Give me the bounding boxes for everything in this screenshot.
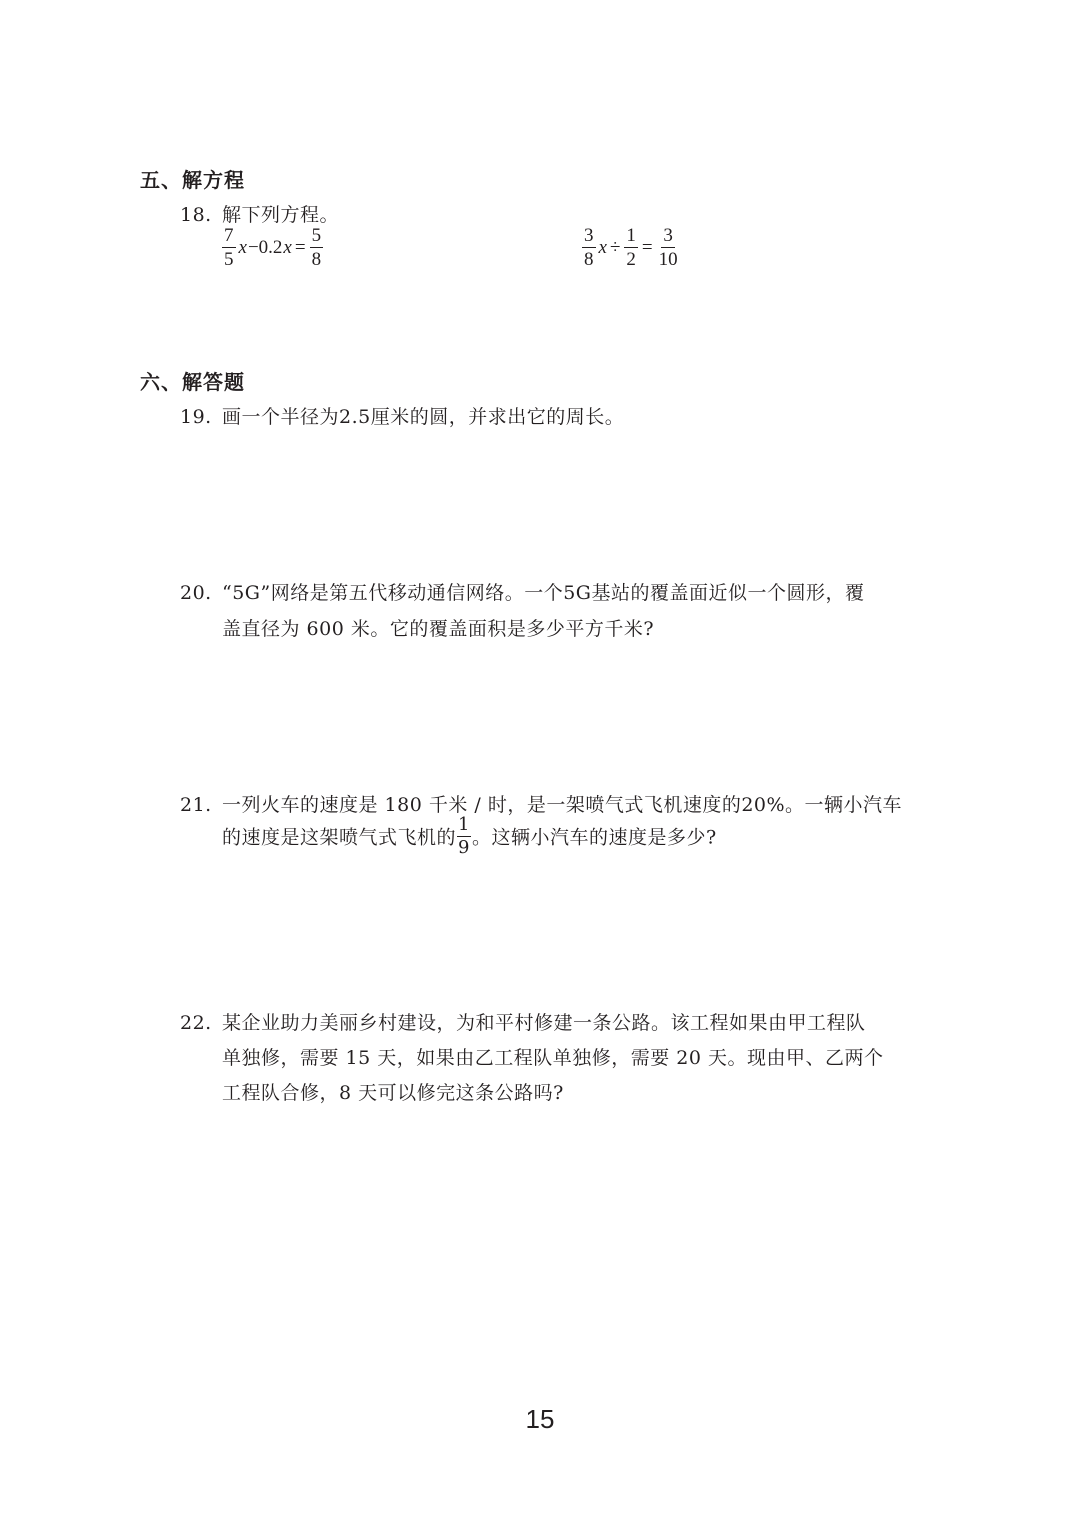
fraction-numerator: 7: [224, 225, 234, 246]
question-number: 20.: [180, 582, 212, 604]
section-heading-word-problems: 六、解答题: [140, 370, 245, 394]
variable: x: [598, 236, 607, 258]
question-21-continuation: [222, 814, 717, 859]
question-text-line: 一列火车的速度是 180 千米 / 时，是一架喷气式飞机速度的20%。一辆小汽车: [222, 794, 903, 816]
fraction-denominator: 8: [584, 249, 594, 270]
question-21: [180, 790, 902, 817]
fraction-numerator: 1: [458, 814, 470, 835]
question-18: [180, 200, 339, 227]
fraction-denominator: 5: [224, 249, 234, 270]
question-text-segment: 。这辆小汽车的速度是多少?: [471, 826, 717, 849]
fraction-numerator: 1: [626, 225, 636, 246]
fraction-numerator: 5: [311, 225, 322, 246]
question-text: 画一个半径为2.5厘米的圆，并求出它的周长。: [222, 406, 625, 428]
equation-2: [580, 226, 682, 269]
fraction-denominator: 2: [626, 249, 636, 270]
divide-sign: ÷: [609, 236, 621, 258]
question-text-line: “5G”网络是第五代移动通信网络。一个5G基站的覆盖面近似一个圆形，覆: [222, 582, 865, 604]
fraction-numerator: 3: [663, 225, 673, 246]
fraction: [310, 226, 324, 269]
question-number: 21.: [180, 794, 212, 816]
equation-term: −0.2: [247, 236, 283, 258]
question-number: 19.: [180, 406, 212, 428]
question-text-segment: 的速度是这架喷气式飞机的: [222, 826, 457, 849]
fraction: [222, 226, 236, 269]
question-number: 22.: [180, 1012, 212, 1034]
question-22-continuation: 单独修，需要 15 天，如果由乙工程队单独修，需要 20 天。现由甲、乙两个: [222, 1047, 884, 1069]
question-text: 解下列方程。: [222, 204, 340, 226]
fraction-numerator: 3: [584, 225, 594, 246]
variable: x: [238, 236, 247, 258]
question-20-continuation: 盖直径为 600 米。它的覆盖面积是多少平方千米?: [222, 618, 655, 640]
question-22: [180, 1008, 866, 1035]
fraction: [624, 226, 638, 269]
section-heading-equations: 五、解方程: [140, 168, 245, 192]
fraction: [457, 816, 471, 857]
question-20: [180, 578, 864, 605]
fraction: [657, 226, 680, 269]
question-text-line: 某企业助力美丽乡村建设，为和平村修建一条公路。该工程如果由甲工程队: [222, 1012, 866, 1034]
equals-sign: =: [294, 236, 306, 258]
fraction: [582, 226, 596, 269]
equals-sign: =: [641, 236, 653, 258]
question-number: 18.: [180, 204, 212, 226]
fraction-denominator: 8: [311, 249, 322, 270]
variable: x: [283, 236, 292, 258]
page-number: 15: [525, 1404, 555, 1434]
fraction-denominator: 10: [658, 249, 678, 270]
question-19: [180, 402, 624, 429]
question-22-continuation: 工程队合修，8 天可以修完这条公路吗?: [222, 1082, 564, 1104]
equation-1: [220, 226, 325, 269]
fraction-denominator: 9: [458, 837, 470, 858]
